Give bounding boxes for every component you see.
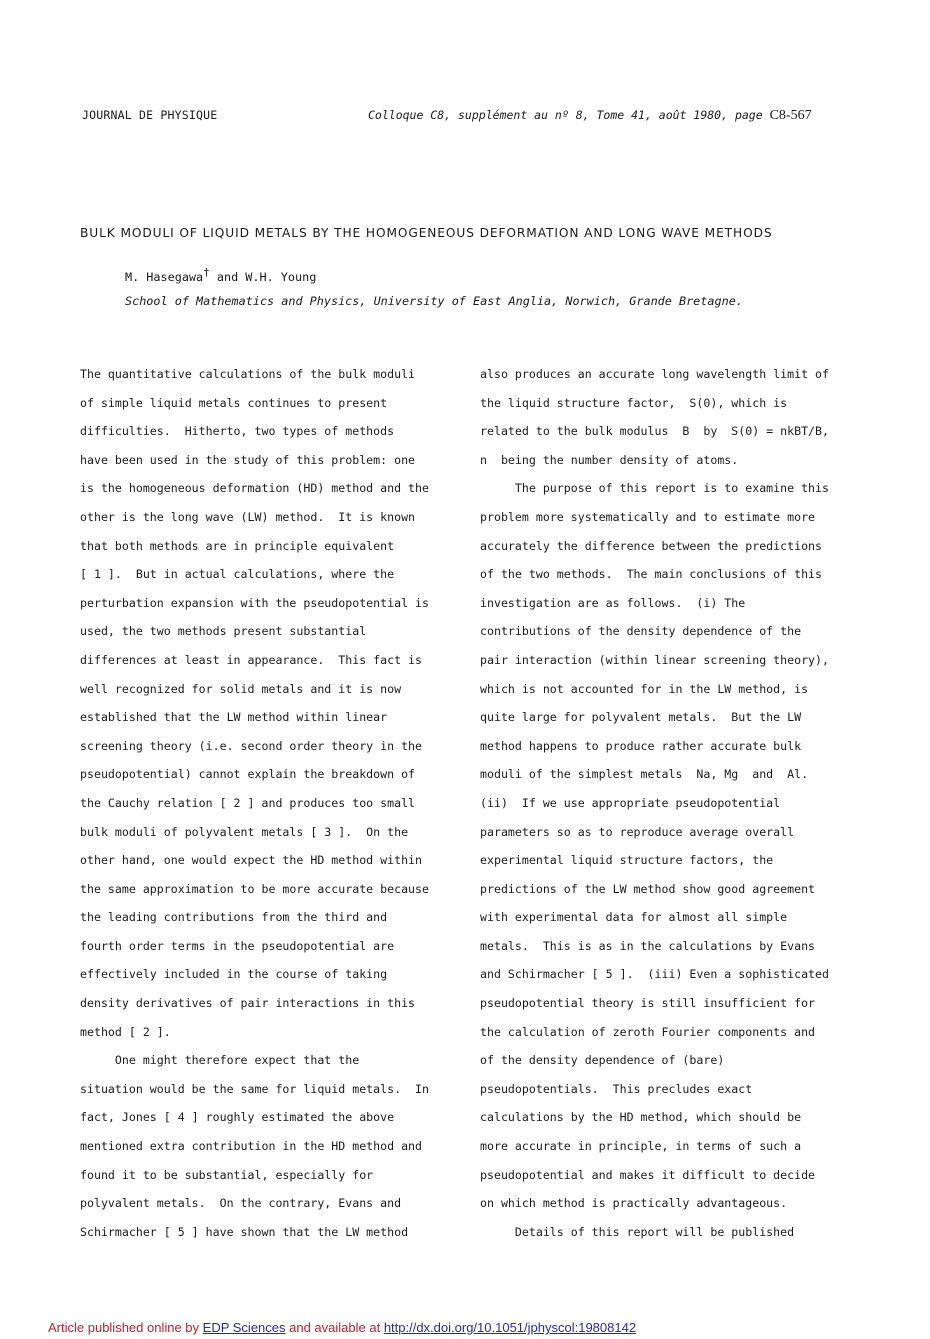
text-line: screening theory (i.e. second order theory in the <box>80 738 423 753</box>
text-line: One might therefore expect that the <box>80 1053 360 1068</box>
author-2: and W.H. Young <box>209 269 317 284</box>
text-line: that both methods are in principle equivalent <box>80 538 395 553</box>
article-title: BULK MODULI OF LIQUID METALS BY THE HOMOGENEOUS DEFORMATION AND LONG WAVE METHODS <box>80 226 773 240</box>
footer-prefix: Article published online by <box>48 1320 203 1335</box>
author-footnote-mark: † <box>203 266 210 279</box>
text-line: moduli of the simplest metals Na, Mg and Al. <box>480 767 809 782</box>
text-line: more accurate in principle, in terms of such a <box>480 1139 802 1154</box>
text-line: fact, Jones [ 4 ] roughly estimated the above <box>80 1110 395 1125</box>
text-line: differences at least in appearance. This fact is <box>80 652 423 667</box>
text-line: fourth order terms in the pseudopotential are <box>80 938 395 953</box>
text-line: calculations by the HD method, which should be <box>480 1110 802 1125</box>
text-line: related to the bulk modulus B by S(0) = nkBT/B, <box>480 424 830 439</box>
text-line: which is not accounted for in the LW method, is <box>480 681 809 696</box>
text-line: pseudopotentials. This precludes exact <box>480 1081 753 1096</box>
page-number: C8-567 <box>769 108 812 123</box>
text-line: quite large for polyvalent metals. But the LW <box>480 710 802 725</box>
text-line: pair interaction (within linear screening theory), <box>480 652 830 667</box>
text-line: parameters so as to reproduce average overall <box>480 824 795 839</box>
text-line: Schirmacher [ 5 ] have shown that the LW method <box>80 1224 409 1239</box>
text-line: method happens to produce rather accurate bulk <box>480 738 802 753</box>
text-line: the calculation of zeroth Fourier components and <box>480 1024 816 1039</box>
text-line: the liquid structure factor, S(0), which is <box>480 395 788 410</box>
text-line: metals. This is as in the calculations by Evans <box>480 938 816 953</box>
text-line: predictions of the LW method show good agreement <box>480 881 816 896</box>
right-column <box>480 360 829 1246</box>
author-1: M. Hasegawa <box>125 269 204 284</box>
text-line: used, the two methods present substantial <box>80 624 367 639</box>
text-line: polyvalent metals. On the contrary, Evans and <box>80 1196 402 1211</box>
text-line: method [ 2 ]. <box>80 1024 171 1039</box>
text-line: pseudopotential and makes it difficult to decide <box>480 1167 816 1182</box>
author-line <box>125 266 316 284</box>
text-line: effectively included in the course of taking <box>80 967 388 982</box>
text-line: established that the LW method within linear <box>80 710 388 725</box>
text-line: with experimental data for almost all simple <box>480 910 788 925</box>
text-line: Details of this report will be published <box>480 1224 795 1239</box>
text-line: pseudopotential theory is still insufficient for <box>480 996 816 1011</box>
text-line: other is the long wave (LW) method. It is known <box>80 509 416 524</box>
text-line: found it to be substantial, especially for <box>80 1167 374 1182</box>
text-line: investigation are as follows. (i) The <box>480 595 746 610</box>
text-line: of simple liquid metals continues to present <box>80 395 388 410</box>
text-line: of the density dependence of (bare) <box>480 1053 725 1068</box>
publisher-link[interactable]: EDP Sciences <box>202 1320 286 1335</box>
journal-name: JOURNAL DE PHYSIQUE <box>82 108 218 122</box>
text-line: situation would be the same for liquid metals. In <box>80 1081 430 1096</box>
footer-line <box>48 1320 636 1335</box>
text-line: and Schirmacher [ 5 ]. (iii) Even a sophisticated <box>480 967 830 982</box>
text-line: pseudopotential) cannot explain the breakdown of <box>80 767 416 782</box>
text-line: other hand, one would expect the HD method within <box>80 853 423 868</box>
text-line: well recognized for solid metals and it is now <box>80 681 402 696</box>
text-line: of the two methods. The main conclusions of this <box>480 567 823 582</box>
text-line: experimental liquid structure factors, the <box>480 853 774 868</box>
text-line: have been used in the study of this problem: one <box>80 452 416 467</box>
text-line: difficulties. Hitherto, two types of methods <box>80 424 395 439</box>
text-line: accurately the difference between the predictions <box>480 538 823 553</box>
text-line: the same approximation to be more accurate because <box>80 881 430 896</box>
colloque-text: Colloque C8, supplément au nº 8, Tome 41, août 1980, page <box>368 108 770 122</box>
left-column <box>80 360 429 1246</box>
text-line: on which method is practically advantageous. <box>480 1196 788 1211</box>
text-line: mentioned extra contribution in the HD method and <box>80 1139 423 1154</box>
text-line: the leading contributions from the third and <box>80 910 388 925</box>
text-line: the Cauchy relation [ 2 ] and produces too small <box>80 795 416 810</box>
text-line: The purpose of this report is to examine this <box>480 481 830 496</box>
affiliation: School of Mathematics and Physics, University of East Anglia, Norwich, Grande Bretagne. <box>125 294 743 308</box>
colloque-reference <box>368 108 812 124</box>
text-line: (ii) If we use appropriate pseudopotential <box>480 795 781 810</box>
text-line: perturbation expansion with the pseudopotential is <box>80 595 430 610</box>
doi-link[interactable]: http://dx.doi.org/10.1051/jphyscol:19808142 <box>383 1320 637 1335</box>
text-line: [ 1 ]. But in actual calculations, where the <box>80 567 395 582</box>
text-line: contributions of the density dependence of the <box>480 624 802 639</box>
text-line: The quantitative calculations of the bulk moduli <box>80 367 416 381</box>
text-line: n being the number density of atoms. <box>480 452 739 467</box>
text-line: is the homogeneous deformation (HD) method and the <box>80 481 430 496</box>
text-line: density derivatives of pair interactions in this <box>80 996 416 1011</box>
text-line: problem more systematically and to estimate more <box>480 509 816 524</box>
text-line: bulk moduli of polyvalent metals [ 3 ]. On the <box>80 824 409 839</box>
text-line: also produces an accurate long wavelength limit of <box>480 367 830 381</box>
footer-middle: and available at <box>285 1320 384 1335</box>
